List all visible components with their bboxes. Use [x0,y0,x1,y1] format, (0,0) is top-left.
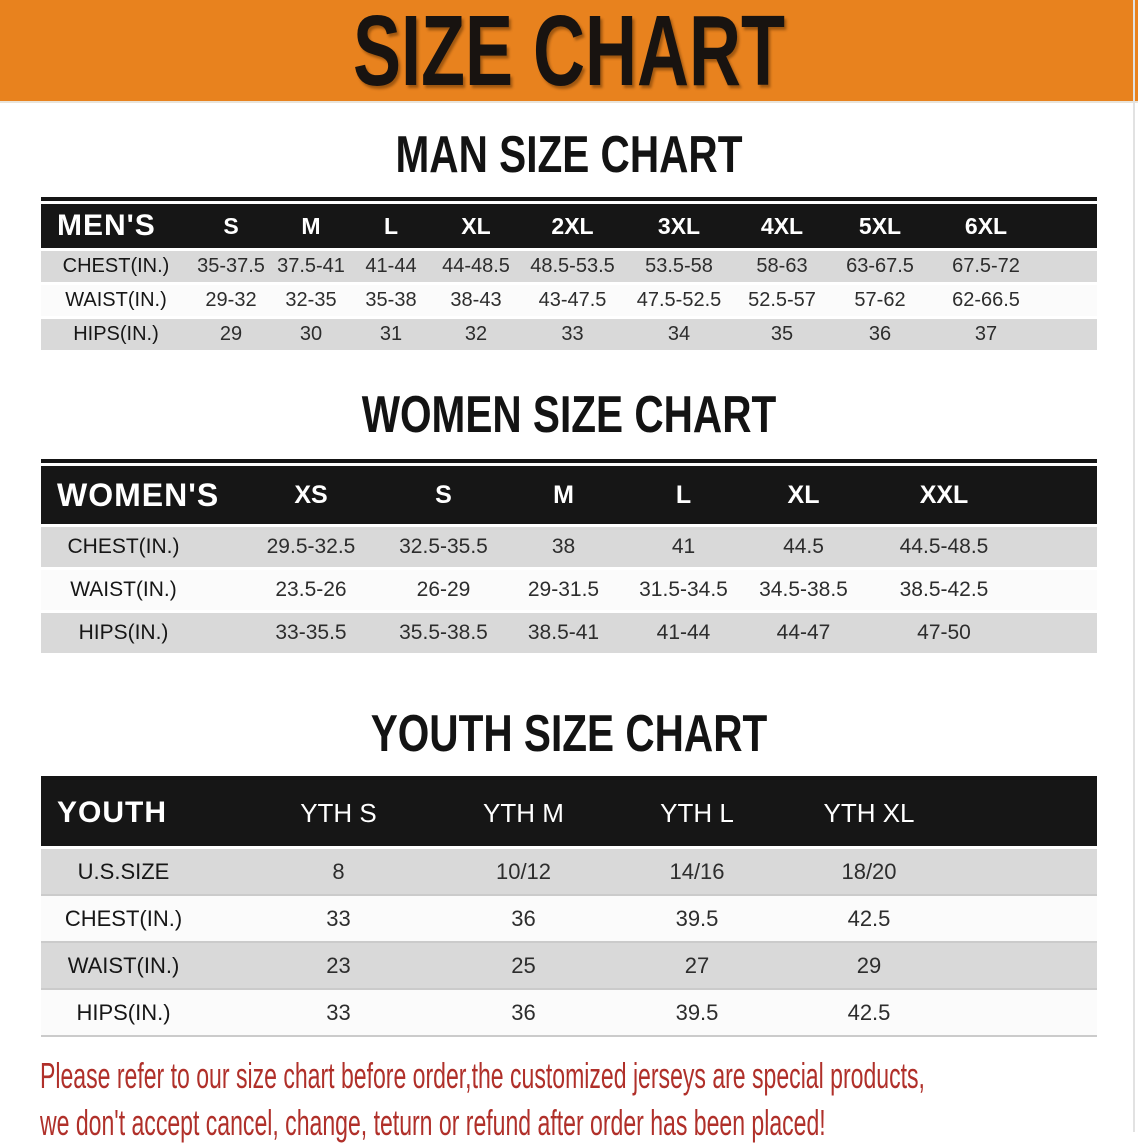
banner-title: SIZE CHART [353,0,785,107]
row-label: CHEST(IN.) [41,895,241,942]
cell: 35.5-38.5 [381,613,506,653]
size-col-header: 4XL [734,204,830,248]
cell: 33-35.5 [241,613,381,653]
cell: 58-63 [734,251,830,282]
size-col-header: S [191,204,271,248]
size-col-header: 2XL [521,204,624,248]
women-heading: WOMEN SIZE CHART [361,386,777,444]
youth-size-table [41,780,1097,1037]
cell: 34.5-38.5 [746,570,861,610]
size-col-header: M [271,204,351,248]
size-col-header: YTH M [436,780,611,848]
cell: 41-44 [621,613,746,653]
cell: 42.5 [783,989,1097,1036]
cell: 33 [521,319,624,350]
men-section [0,127,1138,353]
cell: 43-47.5 [521,285,624,316]
cell: 57-62 [830,285,930,316]
size-col-header: YTH S [241,780,436,848]
cell: 32.5-35.5 [381,527,506,567]
cell: 44-48.5 [431,251,521,282]
cell: 31.5-34.5 [621,570,746,610]
men-header-row [41,204,1097,248]
cell: 44.5 [746,527,861,567]
cell: 29 [783,942,1097,989]
cell: 39.5 [611,895,783,942]
cell: 23.5-26 [241,570,381,610]
cell: 29.5-32.5 [241,527,381,567]
women-table-label: WOMEN'S [41,466,241,524]
cell: 41 [621,527,746,567]
row-label: HIPS(IN.) [41,989,241,1036]
row-label: WAIST(IN.) [41,285,191,316]
disclaimer-line-1: Please refer to our size chart before order,the customized jerseys are special products, [40,1055,925,1096]
cell: 18/20 [783,848,1097,896]
size-col-header: XL [746,466,861,524]
disclaimer [40,1057,1138,1142]
youth-header-row [41,780,1097,848]
women-header-row [41,466,1097,524]
cell: 48.5-53.5 [521,251,624,282]
cell: 37.5-41 [271,251,351,282]
men-table-wrap [41,197,1097,353]
cell: 29 [191,319,271,350]
row-label: CHEST(IN.) [41,251,191,282]
men-size-table [41,201,1097,353]
size-col-header: XS [241,466,381,524]
youth-section [0,706,1138,1037]
row-label: WAIST(IN.) [41,942,241,989]
size-col-header: M [506,466,621,524]
size-col-header: 5XL [830,204,930,248]
cell: 33 [241,895,436,942]
men-heading: MAN SIZE CHART [395,126,743,184]
youth-table-wrap [41,776,1097,1037]
cell: 26-29 [381,570,506,610]
table-row-us-size [41,848,1097,896]
table-row-chest [41,251,1097,282]
women-table-wrap [41,459,1097,656]
cell: 39.5 [611,989,783,1036]
table-row-chest [41,527,1097,567]
table-row-waist [41,942,1097,989]
youth-table-label: YOUTH [41,780,241,848]
size-col-header: YTH L [611,780,783,848]
size-col-header: L [621,466,746,524]
cell: 27 [611,942,783,989]
cell: 37 [930,319,1097,350]
youth-heading: YOUTH SIZE CHART [370,705,768,763]
cell: 44.5-48.5 [861,527,1097,567]
right-edge-line [1133,0,1135,1132]
cell: 32 [431,319,521,350]
cell: 34 [624,319,734,350]
banner [0,0,1138,107]
table-row-hips [41,613,1097,653]
row-label: HIPS(IN.) [41,319,191,350]
cell: 63-67.5 [830,251,930,282]
cell: 38.5-41 [506,613,621,653]
cell: 35-38 [351,285,431,316]
cell: 31 [351,319,431,350]
row-label: HIPS(IN.) [41,613,241,653]
cell: 36 [436,989,611,1036]
size-col-header: L [351,204,431,248]
size-col-header: XL [431,204,521,248]
cell: 62-66.5 [930,285,1097,316]
row-label: CHEST(IN.) [41,527,241,567]
cell: 35 [734,319,830,350]
size-col-header: S [381,466,506,524]
cell: 29-31.5 [506,570,621,610]
table-row-waist [41,570,1097,610]
cell: 30 [271,319,351,350]
table-row-hips [41,989,1097,1036]
cell: 42.5 [783,895,1097,942]
table-row-waist [41,285,1097,316]
cell: 52.5-57 [734,285,830,316]
cell: 36 [436,895,611,942]
cell: 14/16 [611,848,783,896]
disclaimer-line-2: we don't accept cancel, change, teturn or refund after order has been placed! [40,1102,826,1143]
table-row-hips [41,319,1097,350]
women-section [0,387,1138,656]
men-table-label: MEN'S [41,204,191,248]
cell: 47-50 [861,613,1097,653]
cell: 29-32 [191,285,271,316]
size-col-header: YTH XL [783,780,1097,848]
cell: 38 [506,527,621,567]
cell: 38.5-42.5 [861,570,1097,610]
row-label: U.S.SIZE [41,848,241,896]
cell: 53.5-58 [624,251,734,282]
cell: 36 [830,319,930,350]
cell: 47.5-52.5 [624,285,734,316]
cell: 33 [241,989,436,1036]
size-col-header: XXL [861,466,1097,524]
cell: 23 [241,942,436,989]
cell: 25 [436,942,611,989]
table-row-chest [41,895,1097,942]
cell: 67.5-72 [930,251,1097,282]
cell: 38-43 [431,285,521,316]
size-col-header: 3XL [624,204,734,248]
cell: 35-37.5 [191,251,271,282]
cell: 41-44 [351,251,431,282]
cell: 44-47 [746,613,861,653]
women-size-table [41,463,1097,656]
size-col-header: 6XL [930,204,1097,248]
cell: 10/12 [436,848,611,896]
row-label: WAIST(IN.) [41,570,241,610]
cell: 32-35 [271,285,351,316]
cell: 8 [241,848,436,896]
